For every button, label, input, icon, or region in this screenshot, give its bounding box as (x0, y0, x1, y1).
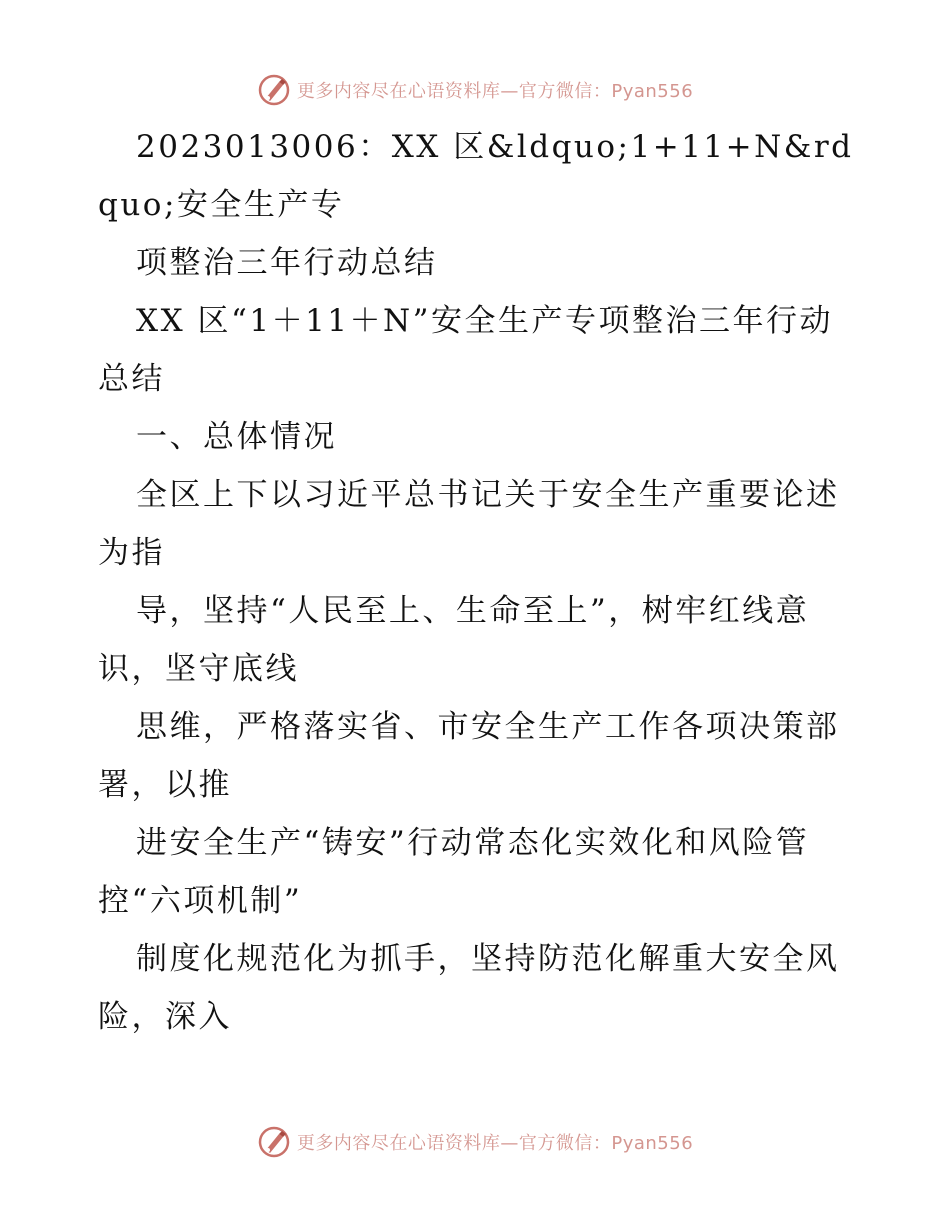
pen-logo-icon (257, 1125, 291, 1159)
body-paragraph: 导，坚持“人民至上、生命至上”，树牢红线意识，坚守底线 (98, 593, 810, 687)
watermark-footer (0, 1124, 950, 1160)
body-paragraph: 全区上下以习近平总书记关于安全生产重要论述为指 (98, 477, 840, 571)
body-paragraph: 制度化规范化为抓手，坚持防范化解重大安全风险，深入 (98, 941, 840, 1035)
title-line: 2023013006：XX 区&ldquo;1+11+N&rdquo;安全生产专 (98, 129, 854, 223)
watermark-header (0, 72, 950, 108)
section-heading: 一、总体情况 (136, 419, 337, 455)
body-paragraph: 进安全生产“铸安”行动常态化实效化和风险管控“六项机制” (98, 825, 810, 919)
document-body (98, 118, 858, 1046)
watermark-text: 更多内容尽在心语资料库—官方微信：Pyan556 (296, 81, 694, 102)
title-continuation: 项整治三年行动总结 (136, 245, 438, 281)
body-paragraph: 思维，严格落实省、市安全生产工作各项决策部署，以推 (98, 709, 840, 803)
document-title: XX 区“1＋11＋N”安全生产专项整治三年行动总结 (98, 303, 833, 397)
watermark-text: 更多内容尽在心语资料库—官方微信：Pyan556 (296, 1133, 694, 1154)
pen-logo-icon (257, 73, 291, 107)
